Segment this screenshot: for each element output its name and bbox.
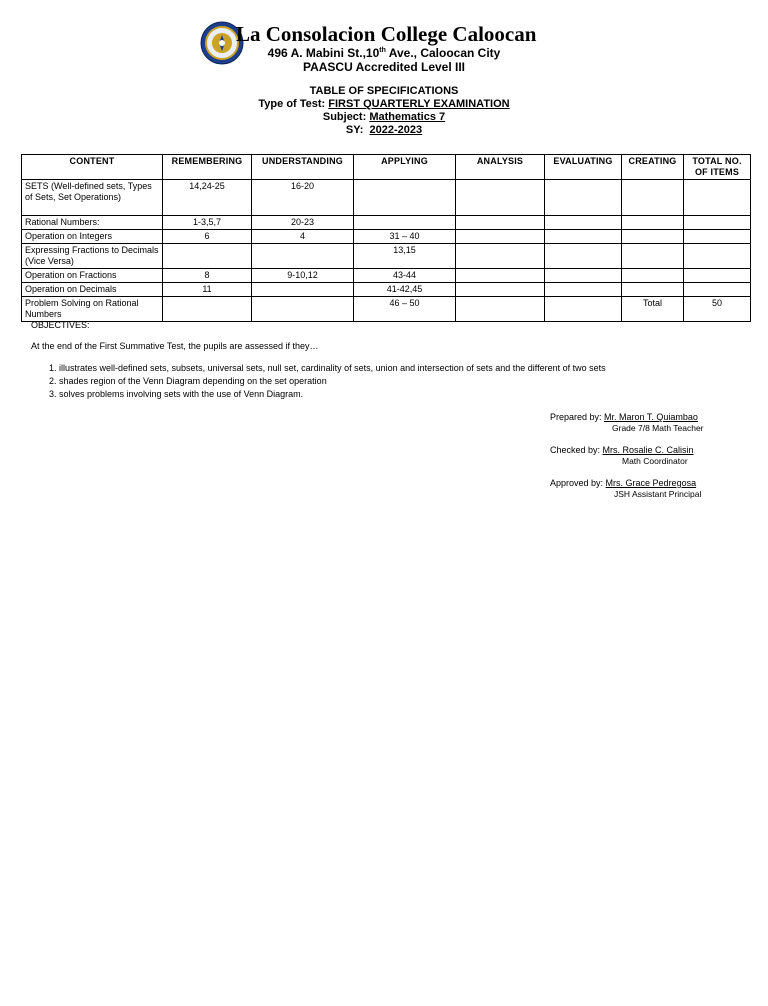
table-cell [545, 283, 622, 297]
table-row [22, 244, 751, 269]
objective-item: 2. shades region of the Venn Diagram depending on the set operation [59, 375, 606, 388]
table-cell [622, 269, 684, 283]
table-cell: Operation on Integers [22, 230, 163, 244]
table-cell: Problem Solving on Rational Numbers [22, 297, 163, 322]
column-header: TOTAL NO. OF ITEMS [684, 155, 751, 180]
table-row [22, 297, 751, 322]
table-cell: 11 [163, 283, 252, 297]
table-cell [163, 244, 252, 269]
table-cell: Rational Numbers: [22, 216, 163, 230]
table-cell [545, 297, 622, 322]
table-cell [684, 230, 751, 244]
objectives-heading: OBJECTIVES: [31, 320, 90, 330]
table-cell [622, 244, 684, 269]
table-cell: 43-44 [354, 269, 456, 283]
table-cell [545, 269, 622, 283]
school-address: 496 A. Mabini St.,10th Ave., Caloocan City [267, 46, 501, 60]
checked-by: Checked by: Mrs. Rosalie C. Calisin [550, 445, 694, 455]
column-header: REMEMBERING [163, 155, 252, 180]
checked-role: Math Coordinator [622, 456, 688, 466]
table-cell: 4 [252, 230, 354, 244]
table-cell: 9-10,12 [252, 269, 354, 283]
document-title: TABLE OF SPECIFICATIONS [309, 85, 459, 97]
column-header: CREATING [622, 155, 684, 180]
table-cell [684, 283, 751, 297]
table-cell: 20-23 [252, 216, 354, 230]
table-cell: 13,15 [354, 244, 456, 269]
table-cell [545, 216, 622, 230]
school-year: SY: 2022-2023 [345, 124, 423, 136]
table-cell: 16-20 [252, 180, 354, 216]
table-cell [684, 180, 751, 216]
prepared-by: Prepared by: Mr. Maron T. Quiambao [550, 412, 698, 422]
table-cell [456, 297, 545, 322]
table-row [22, 269, 751, 283]
table-cell: SETS (Well-defined sets, Types of Sets, Set Operations) [22, 180, 163, 216]
objectives-list [45, 362, 606, 401]
table-cell: 46 – 50 [354, 297, 456, 322]
test-type: Type of Test: FIRST QUARTERLY EXAMINATION [258, 98, 510, 110]
table-cell [252, 297, 354, 322]
table-cell [456, 216, 545, 230]
table-cell: Operation on Decimals [22, 283, 163, 297]
table-cell [684, 244, 751, 269]
table-cell [622, 283, 684, 297]
table-cell [252, 283, 354, 297]
table-cell [545, 180, 622, 216]
approved-role: JSH Assistant Principal [614, 489, 702, 499]
table-cell [354, 216, 456, 230]
objective-item: 1. illustrates well-defined sets, subsets, universal sets, null set, cardinality of sets, union and intersection of sets and the different of two sets [59, 362, 606, 375]
table-cell [163, 297, 252, 322]
objectives-intro: At the end of the First Summative Test, the pupils are assessed if they… [31, 341, 319, 351]
table-cell [456, 283, 545, 297]
table-cell [622, 216, 684, 230]
table-cell: 8 [163, 269, 252, 283]
column-header: CONTENT [22, 155, 163, 180]
table-cell: 1-3,5,7 [163, 216, 252, 230]
table-row [22, 180, 751, 216]
subject: Subject: Mathematics 7 [322, 111, 446, 123]
prepared-role: Grade 7/8 Math Teacher [612, 423, 704, 433]
column-header: EVALUATING [545, 155, 622, 180]
total-label-cell: Total [622, 297, 684, 322]
table-cell: 41-42,45 [354, 283, 456, 297]
table-cell [354, 180, 456, 216]
table-cell: 14,24-25 [163, 180, 252, 216]
table-cell [456, 230, 545, 244]
specification-table [21, 154, 751, 322]
table-cell [622, 180, 684, 216]
total-value-cell: 50 [684, 297, 751, 322]
table-cell [684, 269, 751, 283]
approved-by: Approved by: Mrs. Grace Pedregosa [550, 478, 697, 488]
table-cell [545, 244, 622, 269]
table-row [22, 216, 751, 230]
table-cell [622, 230, 684, 244]
table-cell [545, 230, 622, 244]
table-cell [252, 244, 354, 269]
table-cell [456, 244, 545, 269]
table-row [22, 283, 751, 297]
school-name: La Consolacion College Caloocan [236, 22, 537, 46]
objective-item: 3. solves problems involving sets with the use of Venn Diagram. [59, 388, 606, 401]
table-cell [456, 269, 545, 283]
column-header: ANALYSIS [456, 155, 545, 180]
column-header: UNDERSTANDING [252, 155, 354, 180]
column-header: APPLYING [354, 155, 456, 180]
table-cell [456, 180, 545, 216]
table-cell: Operation on Fractions [22, 269, 163, 283]
table-cell [684, 216, 751, 230]
table-cell: Expressing Fractions to Decimals (Vice Versa) [22, 244, 163, 269]
table-row [22, 230, 751, 244]
table-cell: 6 [163, 230, 252, 244]
table-header-row [22, 155, 751, 180]
accreditation: PAASCU Accredited Level III [302, 60, 466, 74]
table-cell: 31 – 40 [354, 230, 456, 244]
